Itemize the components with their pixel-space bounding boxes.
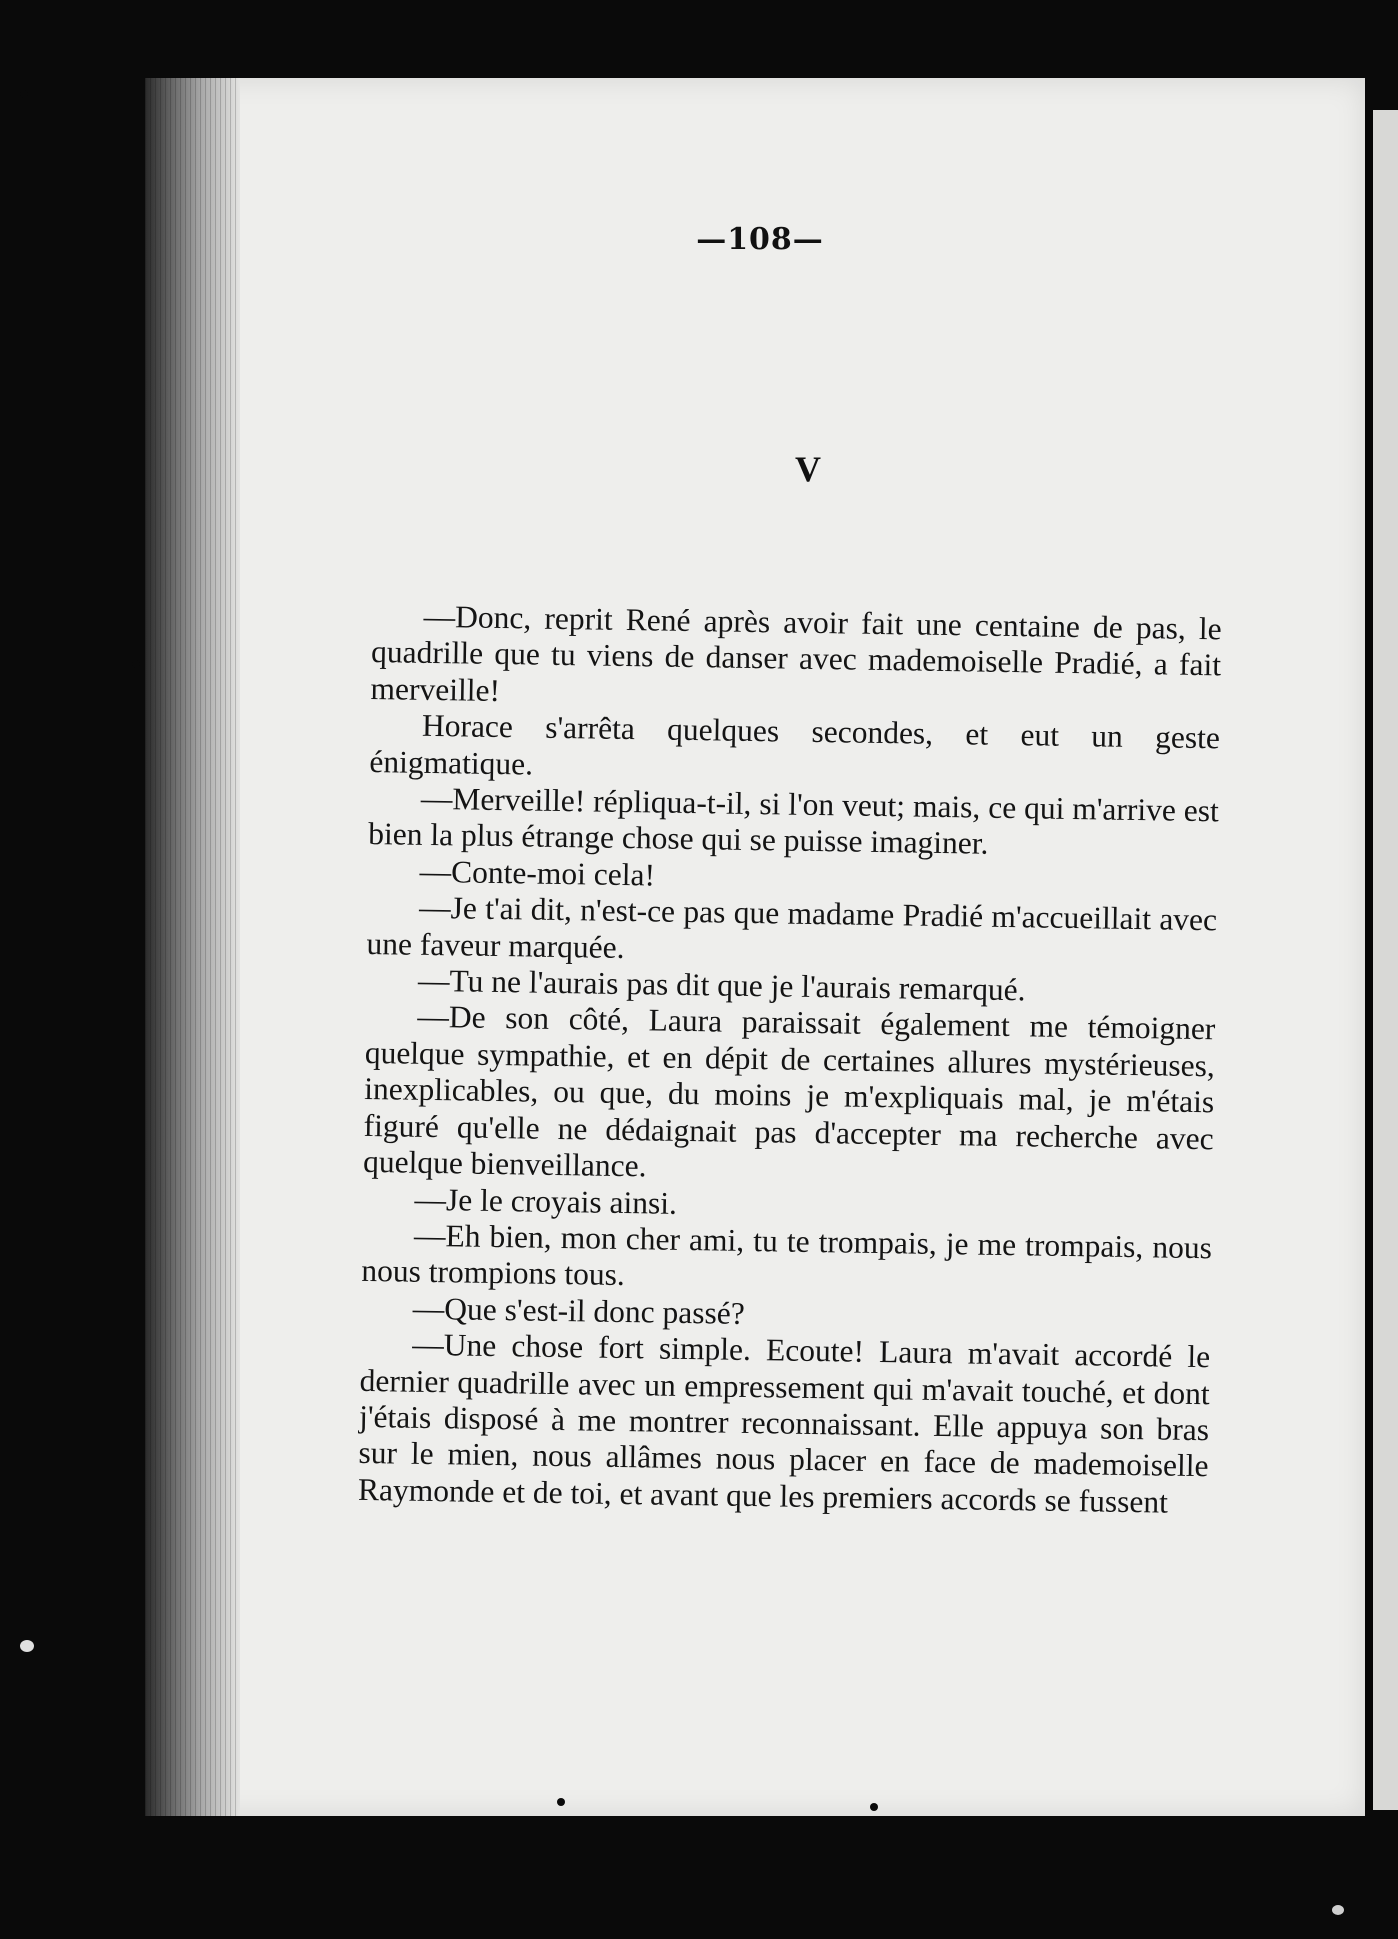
scan-speck: [20, 1640, 34, 1652]
paragraph: —De son côté, Laura paraissait également me témoigner quelque sympathie, et en dépit de certaines allures mystérieuses, inexplicables, ou que, du moins je m'expliquais mal, je m'étais figuré qu'elle ne dédaignait pas d'accepter ma recherche avec quelque bienveillance.: [362, 999, 1216, 1184]
page-gutter-texture: [145, 78, 240, 1816]
next-page-strip: [1373, 110, 1398, 1810]
scan-speck: [557, 1798, 565, 1806]
paragraph: —Je t'ai dit, n'est-ce pas que madame Pradié m'accueillait avec une faveur marquée.: [366, 890, 1218, 965]
paragraph: —Merveille! répliqua-t-il, si l'on veut; mais, ce qui m'arrive est bien la plus étrange chose qui se puisse imaginer.: [368, 780, 1220, 862]
paragraph: —Conte-moi cela!: [419, 853, 656, 893]
page-number: —108—: [696, 222, 824, 257]
paragraph: —Donc, reprit René après avoir fait une centaine de pas, le quadrille que tu viens de danser avec mademoiselle Pradié, a fait merveille!: [370, 598, 1222, 708]
scan-speck: [1332, 1905, 1344, 1915]
paragraph: —Eh bien, mon cher ami, tu te trompais, je me trompais, nous nous trompions tous.: [361, 1217, 1213, 1293]
paragraph: —Je le croyais ainsi.: [414, 1181, 678, 1221]
scan-speck: [132, 660, 140, 668]
scan-speck: [870, 1803, 878, 1811]
paragraph: —Une chose fort simple. Ecoute! Laura m'avait accordé le dernier quadrille avec un empressement qui m'avait touché, et dont j'étais disposé à me montrer reconnaissant. Elle appuya son bras sur le mien, nous allâmes nous placer en face de mademoiselle Raymonde et de toi, et avant que les premiers accords se fussent: [357, 1326, 1211, 1520]
chapter-heading: V: [795, 449, 821, 489]
body-text: [358, 598, 1222, 1521]
next-page-edge: [1365, 110, 1373, 1810]
paragraph: —Que s'est-il donc passé?: [412, 1290, 746, 1331]
scan-speck: [20, 90, 28, 98]
paragraph: —Tu ne l'aurais pas dit que je l'aurais remarqué.: [417, 962, 1026, 1008]
paragraph: Horace s'arrêta quelques secondes, et eut un geste énigmatique.: [369, 708, 1221, 782]
